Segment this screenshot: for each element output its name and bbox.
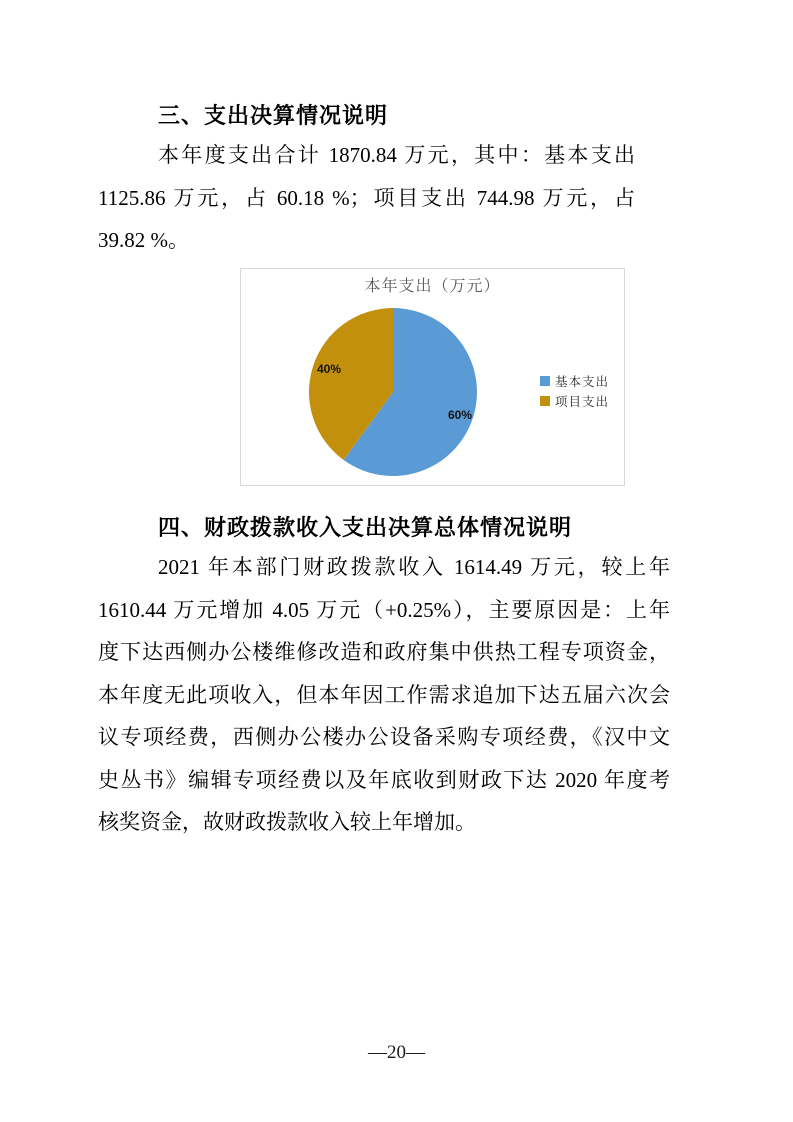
pie-data-label-basic: 60% (448, 408, 473, 422)
text-line: 1125.86 万元，占 60.18 %；项目支出 744.98 万元，占 (98, 185, 635, 210)
legend-label-project: 项目支出 (555, 395, 610, 409)
paragraph-fiscal-appropriation (98, 546, 670, 844)
legend-swatch-basic-icon (540, 376, 550, 386)
text-line: 1610.44 万元增加 4.05 万元（+0.25%），主要原因是：上年 (98, 597, 670, 622)
chart-title: 本年支出（万元） (364, 278, 501, 295)
legend-item-basic (540, 371, 609, 391)
text-line: 核奖资金，故财政拨款收入较上年增加。 (98, 810, 476, 834)
paragraph-expenditure-summary (98, 134, 635, 262)
section-4-heading: 四、财政拨款收入支出决算总体情况说明 (158, 515, 573, 540)
legend-swatch-project-icon (540, 396, 550, 406)
text-line: 本年度无此项收入，但本年因工作需求追加下达五届六次会 (98, 682, 670, 707)
text-line: 史丛书》编辑专项经费以及年底收到财政下达 2020 年度考 (98, 767, 670, 792)
text-line: 39.82 %。 (98, 228, 189, 252)
chart-legend (540, 371, 609, 411)
page-number: —20— (368, 1042, 425, 1063)
section-3-heading: 三、支出决算情况说明 (158, 103, 389, 128)
legend-item-project (540, 391, 609, 411)
text-line: 2021 年本部门财政拨款收入 1614.49 万元，较上年 (158, 555, 670, 579)
text-line: 议专项经费，西侧办公楼办公设备采购专项经费，《汉中文 (98, 725, 670, 749)
expenditure-pie-chart (240, 268, 625, 486)
legend-label-basic: 基本支出 (555, 375, 610, 389)
pie-data-label-project: 40% (317, 362, 342, 376)
text-line: 本年度支出合计 1870.84 万元，其中：基本支出 (158, 143, 635, 167)
text-line: 度下达西侧办公楼维修改造和政府集中供热工程专项资金， (98, 640, 670, 664)
